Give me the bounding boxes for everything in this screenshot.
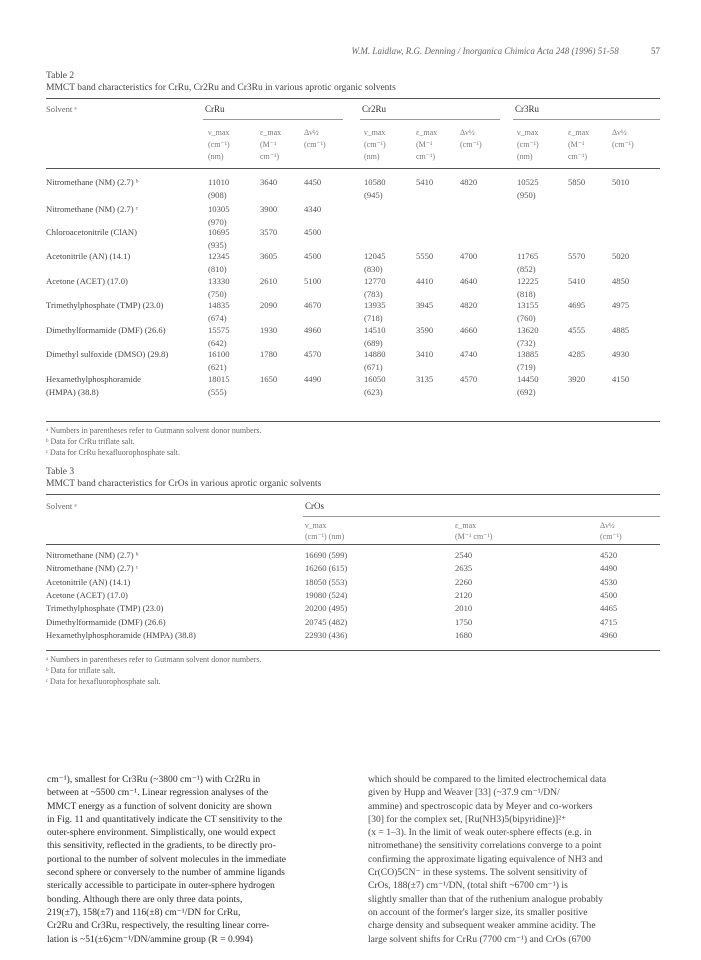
body-right-column <box>368 773 664 946</box>
nu-max-cell: 14835 <box>208 300 230 310</box>
bandwidth-cell: 4885 <box>612 325 630 335</box>
body-text-line: large solvent shifts for CrRu (7700 cm⁻¹) and CrOs (6700 <box>368 933 591 945</box>
table3-caption: MMCT band characteristics for CrOs in various aprotic organic solvents <box>46 479 322 489</box>
bandwidth-cell: 4530 <box>600 576 618 587</box>
epsilon-cell: 3920 <box>568 374 586 384</box>
table2-label: Table 2 <box>46 71 75 81</box>
nu-max-nm-cell: (783) <box>364 288 383 299</box>
bandwidth-cell: 5010 <box>612 177 630 187</box>
table2-subheader: (cm⁻¹) <box>517 140 539 149</box>
nu-max-cell: 19080 (524) <box>305 589 348 600</box>
table3-subheader: (cm⁻¹) (nm) <box>305 532 345 541</box>
body-text-line: confirming the approximate ligating equivalence of NH3 and <box>368 853 603 865</box>
epsilon-cell: 2120 <box>455 589 473 600</box>
body-text-line: Cr2Ru and Cr3Ru, respectively, the resulting linear corre- <box>47 920 270 932</box>
table2-group-rule-cr3ru <box>513 119 660 120</box>
bandwidth-cell: 4975 <box>612 300 630 310</box>
nu-max-nm-cell: (830) <box>364 263 383 274</box>
nu-max-nm-cell: (555) <box>208 386 227 397</box>
nu-max-cell: 12045 <box>364 251 386 261</box>
solvent-cell: Acetonitrile (AN) (14.1) <box>46 576 131 587</box>
bandwidth-cell: 4740 <box>460 349 478 359</box>
table2-subheader: ε_max <box>568 128 590 137</box>
bandwidth-cell: 4490 <box>304 374 322 384</box>
epsilon-cell: 3590 <box>416 325 434 335</box>
bandwidth-cell: 4500 <box>304 227 322 237</box>
epsilon-cell: 1780 <box>260 349 278 359</box>
body-text-line: lation is ~51(±6)cm⁻¹/DN/ammine group (R = 0.994) <box>47 933 253 945</box>
table3-top-rule <box>46 494 660 495</box>
epsilon-cell: 3900 <box>260 204 278 214</box>
body-text-line: sterically accessible to participate in outer-sphere hydrogen <box>47 880 275 892</box>
nu-max-nm-cell: (852) <box>517 263 536 274</box>
body-text-line: (x = 1–3). In the limit of weak outer-sphere effects (e.g. in <box>368 827 592 839</box>
nu-max-cell: 10580 <box>364 177 386 187</box>
solvent-cell: Nitromethane (NM) (2.7) ᶜ <box>46 563 138 574</box>
table2-subheader: cm⁻¹) <box>568 152 588 161</box>
table2-subheader: ν_max <box>364 128 386 137</box>
epsilon-cell: 3135 <box>416 374 434 384</box>
table2-group-cr3ru: Cr3Ru <box>515 104 540 114</box>
nu-max-cell: 13885 <box>517 349 539 359</box>
epsilon-cell: 1750 <box>455 616 473 627</box>
epsilon-cell: 4555 <box>568 325 586 335</box>
solvent-cell: Hexamethylphosphoramide <box>46 374 141 384</box>
running-header <box>200 46 660 56</box>
bandwidth-cell: 4520 <box>600 550 618 560</box>
nu-max-cell: 22930 (436) <box>305 629 348 640</box>
solvent-cell: Trimethylphosphate (TMP) (23.0) <box>46 603 164 614</box>
nu-max-cell: 14450 <box>517 374 539 384</box>
nu-max-nm-cell: (950) <box>517 189 536 200</box>
epsilon-cell: 2010 <box>455 603 473 614</box>
nu-max-cell: 13330 <box>208 276 230 286</box>
nu-max-cell: 13620 <box>517 325 539 335</box>
body-text-line: charge density and subsequent weaker ammine acidity. The <box>368 920 596 932</box>
table3-footnote-a: ᵃ Numbers in parentheses refer to Gutmann solvent donor numbers. <box>46 655 262 664</box>
epsilon-cell: 5550 <box>416 251 434 261</box>
nu-max-cell: 16690 (599) <box>305 550 348 560</box>
page-number: 57 <box>651 46 660 56</box>
solvent-cell: Dimethylformamide (DMF) (26.6) <box>46 325 166 335</box>
bandwidth-cell: 4150 <box>612 374 630 384</box>
table2-subheader: (cm⁻¹) <box>612 140 634 149</box>
bandwidth-cell: 4850 <box>612 276 630 286</box>
table3-solvent-header: Solvent ᵃ <box>46 501 77 511</box>
nu-max-cell: 20745 (482) <box>305 616 348 627</box>
epsilon-cell: 2610 <box>260 276 278 286</box>
epsilon-cell: 5410 <box>568 276 586 286</box>
bandwidth-cell: 4960 <box>600 629 618 640</box>
solvent-cell: Dimethyl sulfoxide (DMSO) (29.8) <box>46 349 169 359</box>
table2-subheader: (M⁻¹ <box>260 140 277 149</box>
nu-max-cell: 15575 <box>208 325 230 335</box>
nu-max-nm-cell: (671) <box>364 361 383 372</box>
body-text-line: 219(±7), 158(±7) and 116(±8) cm⁻¹/DN for CrRu, <box>47 906 241 918</box>
nu-max-cell: 13935 <box>364 300 386 310</box>
epsilon-cell: 1650 <box>260 374 278 384</box>
table2-solvent-header: Solvent ᵃ <box>46 104 77 114</box>
nu-max-nm-cell: (750) <box>208 288 227 299</box>
bandwidth-cell: 5100 <box>304 276 322 286</box>
body-text-line: nitromethane) the sensitivity correlations converge to a point <box>368 840 602 852</box>
epsilon-cell: 3605 <box>260 251 278 261</box>
solvent-cell: (HMPA) (38.8) <box>46 386 99 397</box>
epsilon-cell: 4695 <box>568 300 586 310</box>
nu-max-cell: 16050 <box>364 374 386 384</box>
bandwidth-cell: 4450 <box>304 177 322 187</box>
body-text-line: [30] for the complex set, [Ru(NH3)5(bipyridine)]²⁺ <box>368 813 567 825</box>
epsilon-cell: 2540 <box>455 550 473 560</box>
table2-bottom-rule <box>46 421 660 422</box>
nu-max-nm-cell: (935) <box>208 239 227 250</box>
table3-label: Table 3 <box>46 467 75 477</box>
bandwidth-cell: 4960 <box>304 325 322 335</box>
nu-max-nm-cell: (760) <box>517 312 536 323</box>
table2-subheader: ν_max <box>208 128 230 137</box>
table2-footnote-a: ᵃ Numbers in parentheses refer to Gutmann solvent donor numbers. <box>46 426 262 435</box>
epsilon-cell: 5410 <box>416 177 434 187</box>
body-text-line: in Fig. 11 and quantitatively indicate the CT sensitivity to the <box>47 813 283 825</box>
epsilon-cell: 4285 <box>568 349 586 359</box>
bandwidth-cell: 4930 <box>612 349 630 359</box>
epsilon-cell: 5850 <box>568 177 586 187</box>
bandwidth-cell: 4500 <box>600 589 618 600</box>
table2-group-cr2ru: Cr2Ru <box>362 104 387 114</box>
nu-max-nm-cell: (810) <box>208 263 227 274</box>
bandwidth-cell: 4715 <box>600 616 618 627</box>
epsilon-cell: 3945 <box>416 300 434 310</box>
nu-max-cell: 16100 <box>208 349 230 359</box>
nu-max-cell: 12770 <box>364 276 386 286</box>
body-text-line: second sphere or conversely to the number of ammine ligands <box>47 867 285 879</box>
table2-subheader: cm⁻¹) <box>416 152 436 161</box>
nu-max-nm-cell: (621) <box>208 361 227 372</box>
nu-max-nm-cell: (732) <box>517 337 536 348</box>
nu-max-nm-cell: (970) <box>208 216 227 227</box>
nu-max-nm-cell: (945) <box>364 189 383 200</box>
epsilon-cell: 3570 <box>260 227 278 237</box>
nu-max-nm-cell: (719) <box>517 361 536 372</box>
table3-bottom-rule <box>46 650 660 651</box>
nu-max-cell: 12225 <box>517 276 539 286</box>
body-text-line: given by Hupp and Weaver [33] (~37.9 cm⁻¹/DN/ <box>368 787 560 799</box>
nu-max-cell: 20200 (495) <box>305 603 348 614</box>
solvent-cell: Acetone (ACET) (17.0) <box>46 276 128 286</box>
table2-footnote-c: ᶜ Data for CrRu hexafluorophosphate salt. <box>46 448 181 457</box>
solvent-cell: Nitromethane (NM) (2.7) ᵇ <box>46 177 139 187</box>
body-text-line: cm⁻¹), smallest for Cr3Ru (~3800 cm⁻¹) with Cr2Ru in <box>47 774 261 785</box>
nu-max-nm-cell: (818) <box>517 288 536 299</box>
epsilon-cell: 3640 <box>260 177 278 187</box>
body-text-line: which should be compared to the limited electrochemical data <box>368 774 607 785</box>
table2-subheader: (nm) <box>517 152 533 161</box>
bandwidth-cell: 4500 <box>304 251 322 261</box>
table3-subheader: Δν½ <box>600 521 615 530</box>
body-text-line: on account of the former's larger size, its smaller positive <box>368 906 588 918</box>
solvent-cell: Nitromethane (NM) (2.7) ᵇ <box>46 550 139 560</box>
body-text-line: ammine) and spectroscopic data by Meyer and co-workers <box>368 800 593 812</box>
table2-footnote-b: ᵇ Data for CrRu triflate salt. <box>46 437 135 446</box>
running-head-text: W.M. Laidlaw, R.G. Denning / Inorganica Chimica Acta 248 (1996) 51-58 <box>351 46 619 56</box>
bandwidth-cell: 4340 <box>304 204 322 214</box>
table2-caption: MMCT band characteristics for CrRu, Cr2Ru and Cr3Ru in various aprotic organic solvents <box>46 83 396 93</box>
table2-subheader: (cm⁻¹) <box>364 140 386 149</box>
body-text-line: portional to the number of solvent molecules in the immediate <box>47 853 286 865</box>
body-text-line: Cr(CO)5CN⁻ in these systems. The solvent sensitivity of <box>368 867 588 879</box>
table3-subheader: ν_max <box>305 521 327 530</box>
bandwidth-cell: 4570 <box>304 349 322 359</box>
table3-subheader: ε_max <box>455 521 477 530</box>
table2-group-rule-crru <box>203 119 343 120</box>
epsilon-cell: 1930 <box>260 325 278 335</box>
nu-max-nm-cell: (908) <box>208 189 227 200</box>
table2-group-rule-cr2ru <box>360 119 500 120</box>
nu-max-cell: 10695 <box>208 227 230 237</box>
table2-subheader: Δν½ <box>460 128 475 137</box>
bandwidth-cell: 4820 <box>460 177 478 187</box>
bandwidth-cell: 4640 <box>460 276 478 286</box>
table3-header-rule <box>46 544 660 545</box>
table3-footnote-c: ᶜ Data for hexafluorophosphate salt. <box>46 677 161 686</box>
table2-subheader: ε_max <box>416 128 438 137</box>
epsilon-cell: 2635 <box>455 563 473 574</box>
solvent-cell: Hexamethylphosphoramide (HMPA) (38.8) <box>46 629 196 640</box>
bandwidth-cell: 4570 <box>460 374 478 384</box>
bandwidth-cell: 4465 <box>600 603 618 614</box>
solvent-cell: Acetonitrile (AN) (14.1) <box>46 251 131 261</box>
solvent-cell: Trimethylphosphate (TMP) (23.0) <box>46 300 164 310</box>
nu-max-cell: 14510 <box>364 325 386 335</box>
epsilon-cell: 5570 <box>568 251 586 261</box>
bandwidth-cell: 4700 <box>460 251 478 261</box>
nu-max-cell: 10525 <box>517 177 539 187</box>
solvent-cell: Nitromethane (NM) (2.7) ᶜ <box>46 204 138 214</box>
table3-footnote-b: ᵇ Data for triflate salt. <box>46 666 116 675</box>
bandwidth-cell: 4820 <box>460 300 478 310</box>
table2-subheader: (nm) <box>364 152 380 161</box>
epsilon-cell: 4410 <box>416 276 434 286</box>
bandwidth-cell: 4660 <box>460 325 478 335</box>
bandwidth-cell: 4490 <box>600 563 618 574</box>
solvent-cell: Acetone (ACET) (17.0) <box>46 589 128 600</box>
nu-max-cell: 18015 <box>208 374 230 384</box>
body-text-line: slightly smaller than that of the ruthenium analogue probably <box>368 893 603 905</box>
table2-group-crru: CrRu <box>205 104 225 114</box>
solvent-cell: Dimethylformamide (DMF) (26.6) <box>46 616 166 627</box>
table2-subheader: (cm⁻¹) <box>304 140 326 149</box>
body-text-line: this sensitivity, reflected in the gradients, to be directly pro- <box>47 840 276 852</box>
table3-group-cros: CrOs <box>305 501 325 511</box>
nu-max-nm-cell: (692) <box>517 386 536 397</box>
nu-max-nm-cell: (642) <box>208 337 227 348</box>
table2-subheader: ε_max <box>260 128 282 137</box>
bandwidth-cell: 5020 <box>612 251 630 261</box>
table2-subheader: (M⁻¹ <box>416 140 433 149</box>
body-text-line: bonding. Although there are only three data points, <box>47 893 243 905</box>
nu-max-cell: 14880 <box>364 349 386 359</box>
body-text-line: between at ~5500 cm⁻¹. Linear regression analyses of the <box>47 787 269 799</box>
table2-subheader: cm⁻¹) <box>260 152 280 161</box>
nu-max-cell: 11010 <box>208 177 230 187</box>
table2-subheader: Δν½ <box>612 128 627 137</box>
body-text-line: MMCT energy as a function of solvent donicity are shown <box>47 800 272 812</box>
nu-max-cell: 13155 <box>517 300 539 310</box>
nu-max-cell: 16260 (615) <box>305 563 348 574</box>
nu-max-nm-cell: (689) <box>364 337 383 348</box>
epsilon-cell: 3410 <box>416 349 434 359</box>
table2-subheader: (M⁻¹ <box>568 140 585 149</box>
epsilon-cell: 1680 <box>455 629 473 640</box>
nu-max-nm-cell: (718) <box>364 312 383 323</box>
table2-subheader: ν_max <box>517 128 539 137</box>
epsilon-cell: 2260 <box>455 576 473 587</box>
nu-max-nm-cell: (623) <box>364 386 383 397</box>
table2-top-rule <box>46 98 660 99</box>
nu-max-nm-cell: (674) <box>208 312 227 323</box>
nu-max-cell: 10305 <box>208 204 230 214</box>
nu-max-cell: 11765 <box>517 251 539 261</box>
body-text-line: outer-sphere environment. Simplistically, one would expect <box>47 827 276 839</box>
table3-subheader: (M⁻¹ cm⁻¹) <box>455 532 493 541</box>
table2-subheader: (cm⁻¹) <box>460 140 482 149</box>
body-left-column <box>47 773 343 946</box>
table3-group-rule <box>303 516 660 517</box>
table2-subheader: (cm⁻¹) <box>208 140 230 149</box>
epsilon-cell: 2090 <box>260 300 278 310</box>
table3-subheader: (cm⁻¹) <box>600 532 622 541</box>
table2-header-rule <box>46 168 660 169</box>
nu-max-cell: 18050 (553) <box>305 576 348 587</box>
solvent-cell: Chloroacetonitrile (ClAN) <box>46 227 137 237</box>
table2-subheader: (nm) <box>208 152 224 161</box>
table2-subheader: Δν½ <box>304 128 319 137</box>
nu-max-cell: 12345 <box>208 251 230 261</box>
body-text-line: CrOs, 188(±7) cm⁻¹/DN, (total shift ~6700 cm⁻¹) is <box>368 880 568 892</box>
bandwidth-cell: 4670 <box>304 300 322 310</box>
